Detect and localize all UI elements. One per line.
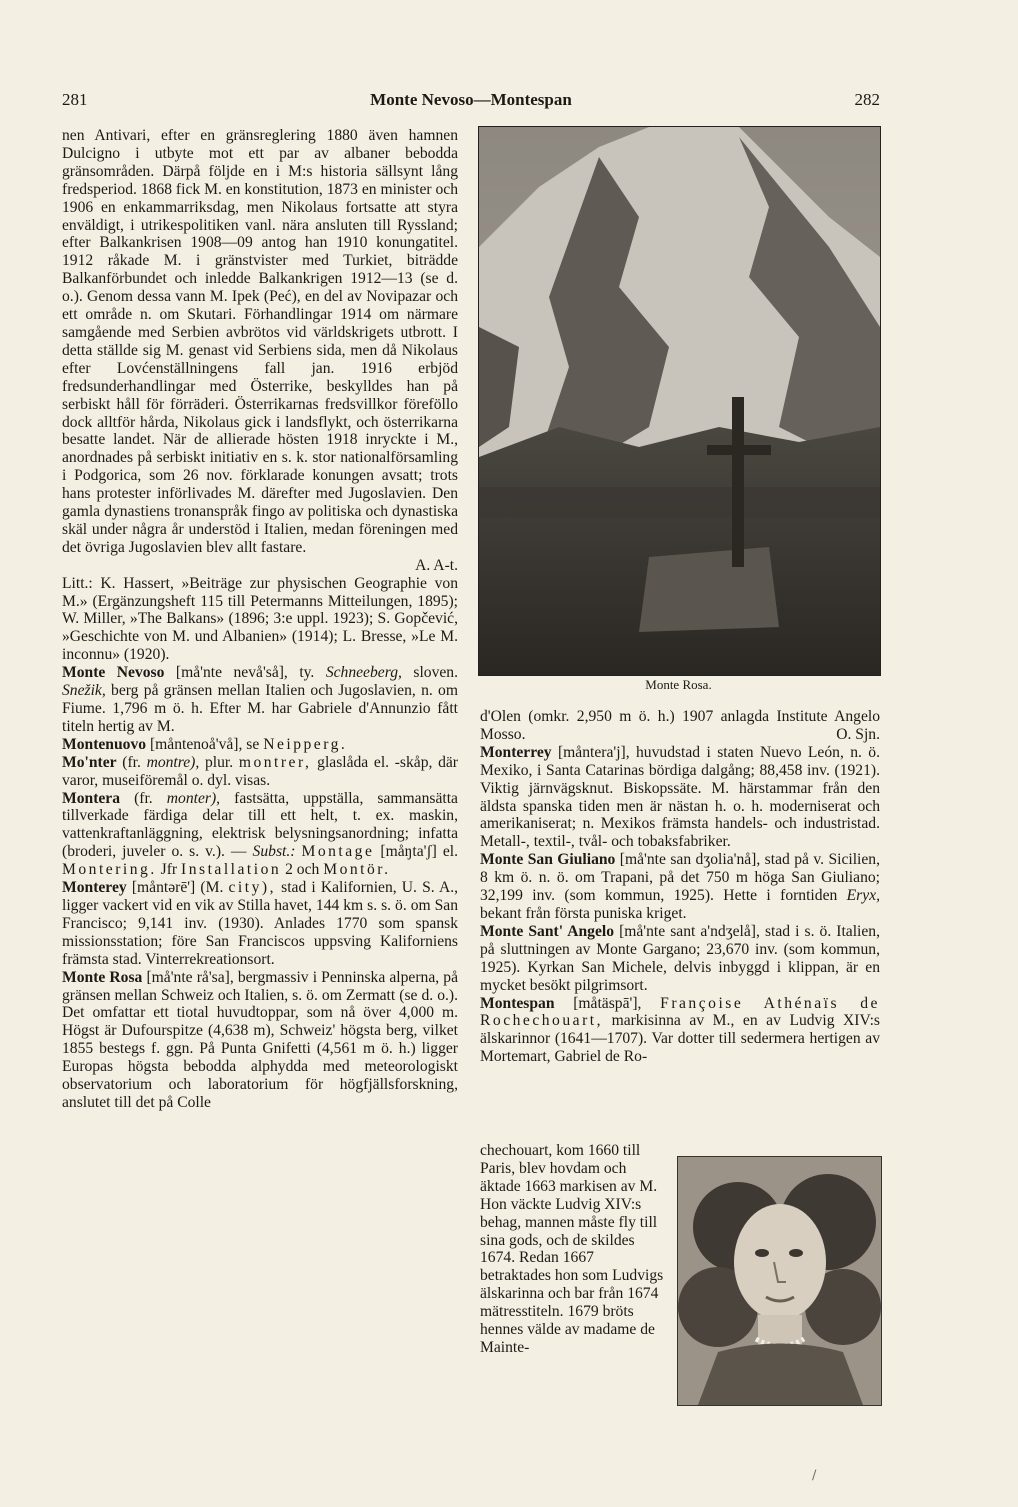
- headword: Montespan: [480, 994, 555, 1012]
- monte-rosa-continuation: d'Olen (omkr. 2,950 m ö. h.) 1907 anlagda Institute Angelo Mosso. O. Sjn.: [480, 708, 880, 743]
- stray-mark: /: [812, 1468, 817, 1483]
- entry-montera: Montera (fr. monter), fastsätta, uppställa, sammansätta tillverkade färdiga delar till ett helt, t. ex. maskin, vattenkraftanläggning, elektrisk belysningsanordning; infatta (broderi, juveler o. s. v.). — Subst.: Montage [måŋta'ʃ] el. Montering. Jfr Installation 2 och Montör.: [62, 789, 458, 879]
- headword: Monte Nevoso: [62, 664, 165, 682]
- figure-caption: Monte Rosa.: [645, 677, 712, 692]
- entry-monterrey: Monterrey [måntera'j], huvudstad i staten Nuevo León, n. ö. Mexiko, i Santa Catarinas bördiga dalgång; 88,458 inv. (1921). Viktig järnvägsknut. Biskopssäte. M. härstammar från den äldsta spanska tiden men är nästan h. o. h. moderniserat och amerikaniserat; n. Mexikos främsta handels- och industristad. Metall-, textil-, tvål- och tobaksfabriker.: [480, 743, 880, 851]
- headword: Monterey: [62, 879, 127, 897]
- entry-monte-rosa: Monte Rosa [må'nte rå'sa], bergmassiv i Penninska alperna, på gränsen mellan Schweiz och Italien, s. ö. om Zermatt (se d. o.). Det omfattar ett tiotal huvudtoppar, som nå över 4,000 m. Högst är Dufourspitze (4,638 m), Schweiz' högsta berg, vilket 1855 bestegs f. ggn. På Punta Gnifetti (4,561 m ö. h.) ligger Europas högsta bebodda alphydda med meteorologiskt observatorium och laboratorium för högfjällsforskning, anslutet till det på Colle: [62, 968, 458, 1111]
- headword: Montenuovo: [62, 735, 147, 753]
- left-column: [62, 127, 458, 1112]
- literature-reference: Litt.: K. Hassert, »Beiträge zur physischen Geographie von M.» (Ergänzungsheft 115 till Petermanns Mitteilungen, 1895); W. Miller, »The Balkans» (1896; 3:e uppl. 1923); S. Gopčević, »Geschichte von M. und Albanien» (1914); L. Bresse, »Le M. inconnu» (1920).: [62, 574, 458, 664]
- author-signature: A. A-t.: [415, 556, 458, 574]
- montespan-portrait: [677, 1156, 882, 1406]
- page-number-right: 282: [854, 90, 880, 109]
- headword: Mo'nter: [62, 753, 117, 771]
- montenegro-history-text: nen Antivari, efter en gränsreglering 1880 även hamnen Dulcigno i utbyte mot ett par av albaner bebodda gränsområden. Därpå följde en i M:s historia sällsynt lång fredsperiod. 1868 fick M. en konstitution, 1873 en minister och 1906 en enkammarriksdag, men Nikolaus fortsatte att styra enväldigt, i utrikespolitiken vanl. nära ansluten till Ryssland; efter Balkankrisen 1908—09 antog han 1910 konungatitel. 1912 råkade M. i gränstvister med Turkiet, biträdde Balkanförbundet och inledde Balkankrigen 1912—13 (se d. o.). Genom dessa vann M. Ipek (Peć), en del av Novipazar och ett område n. om Skutari. Förhandlingar 1914 om närmare samgående med Serbien avbrötos vid världskrigets utbrott. I detta ställde sig M. genast vid Serbiens sida, men då Nikolaus efter Lovćenställningens fall jan. 1916 erbjöd fredsunderhandlingar med Österrike, beskylldes han på serbiskt håll för förräderi. Österrikarnas fredsvillkor föreföllo dock alltför hårda, Nikolaus gick i landsflykt, och österrikarna besatte landet. När de allierade hösten 1918 inryckte i M., anordnades på serbiskt initiativ en s. k. stor nationalförsamling i Podgorica, som 26 nov. förklarade konungen avsatt; trots hans protester införlivades M. därefter med Jugoslavien. Den gamla dynastiens tronanspråk fingo av politiska och dynastiska skäl under några år understöd i Italien, medan föreningen med det övriga Jugoslavien blev allt fastare.: [62, 127, 458, 556]
- right-column: [480, 708, 880, 1066]
- headword: Monterrey: [480, 743, 552, 761]
- page-number-left: 281: [62, 90, 88, 109]
- running-title: Monte Nevoso—Montespan: [370, 90, 572, 109]
- entry-monterey: Monterey [måntərē'] (M. city), stad i Kalifornien, U. S. A., ligger vackert vid en vik av Stilla havet, 144 km s. s. ö. om San Francisco; 9,141 inv. (1930). Anlades 1770 som spansk missionsstation; före San Franciscos uppsving Kaliforniens främsta stad. Vinterrekreationsort.: [62, 879, 459, 968]
- headword: Monte Sant' Angelo: [480, 922, 614, 940]
- monte-rosa-photo: [478, 126, 881, 676]
- author-signature: O. Sjn.: [836, 725, 880, 743]
- entry-monter: Mo'nter (fr. montre), plur. montrer, glaslåda el. -skåp, där varor, museiföremål o. dyl. visas.: [62, 753, 459, 789]
- entry-monte-nevoso: Monte Nevoso [må'nte nevå'så], ty. Schneeberg, sloven. Snežik, berg på gränsen mellan Italien och Jugoslavien, n. om Fiume. 1,796 m ö. h. Efter M. har Gabriele d'Annunzio fått titeln hertig av M.: [62, 664, 458, 735]
- portrait-image: [678, 1157, 881, 1405]
- montespan-continuation: chechouart, kom 1660 till Paris, blev hovdam och äktade 1663 markisen av M. Hon väckte Ludvig XIV:s behag, mannen måste fly till sina gods, och de skildes 1674. Redan 1667 betraktades hon som Ludvigs älskarinna och bar från 1674 mätresstiteln. 1679 bröts hennes välde av madame de Mainte-: [480, 1142, 664, 1356]
- headword: Montera: [62, 789, 121, 807]
- headword: Monte San Giuliano: [480, 851, 616, 869]
- page-header: [62, 90, 880, 120]
- headword: Monte Rosa: [62, 968, 143, 986]
- entry-monte-san-giuliano: Monte San Giuliano [må'nte san dʒolia'nå], stad på v. Sicilien, 8 km ö. n. ö. om Trapani, på det 750 m höga San Giuliano; 32,199 inv. (som kommun, 1925). Hette i forntiden Eryx, bekant från första puniska kriget.: [480, 851, 881, 922]
- entry-montenuovo: Montenuovo [måntenoå'vå], se Neipperg.: [62, 735, 348, 753]
- montespan-block: [480, 1142, 880, 1412]
- entry-montespan: Montespan [måtäspā'], Françoise Athénaïs de Rochechouart, markisinna av M., en av Ludvig XIV:s älskarinnor (1641—1707). Var dotter till sedermera hertigen av Mortemart, Gabriel de Ro-: [480, 994, 880, 1066]
- mountain-cross-image: [479, 127, 880, 675]
- entry-monte-sant-angelo: Monte Sant' Angelo [må'nte sant a'ndʒelå], stad i s. ö. Italien, på sluttningen av Monte Gargano; 23,670 inv. (som kommun, 1925). Kyrkan San Michele, delvis inbyggd i klippan, är en mycket besökt pilgrimsort.: [480, 922, 880, 994]
